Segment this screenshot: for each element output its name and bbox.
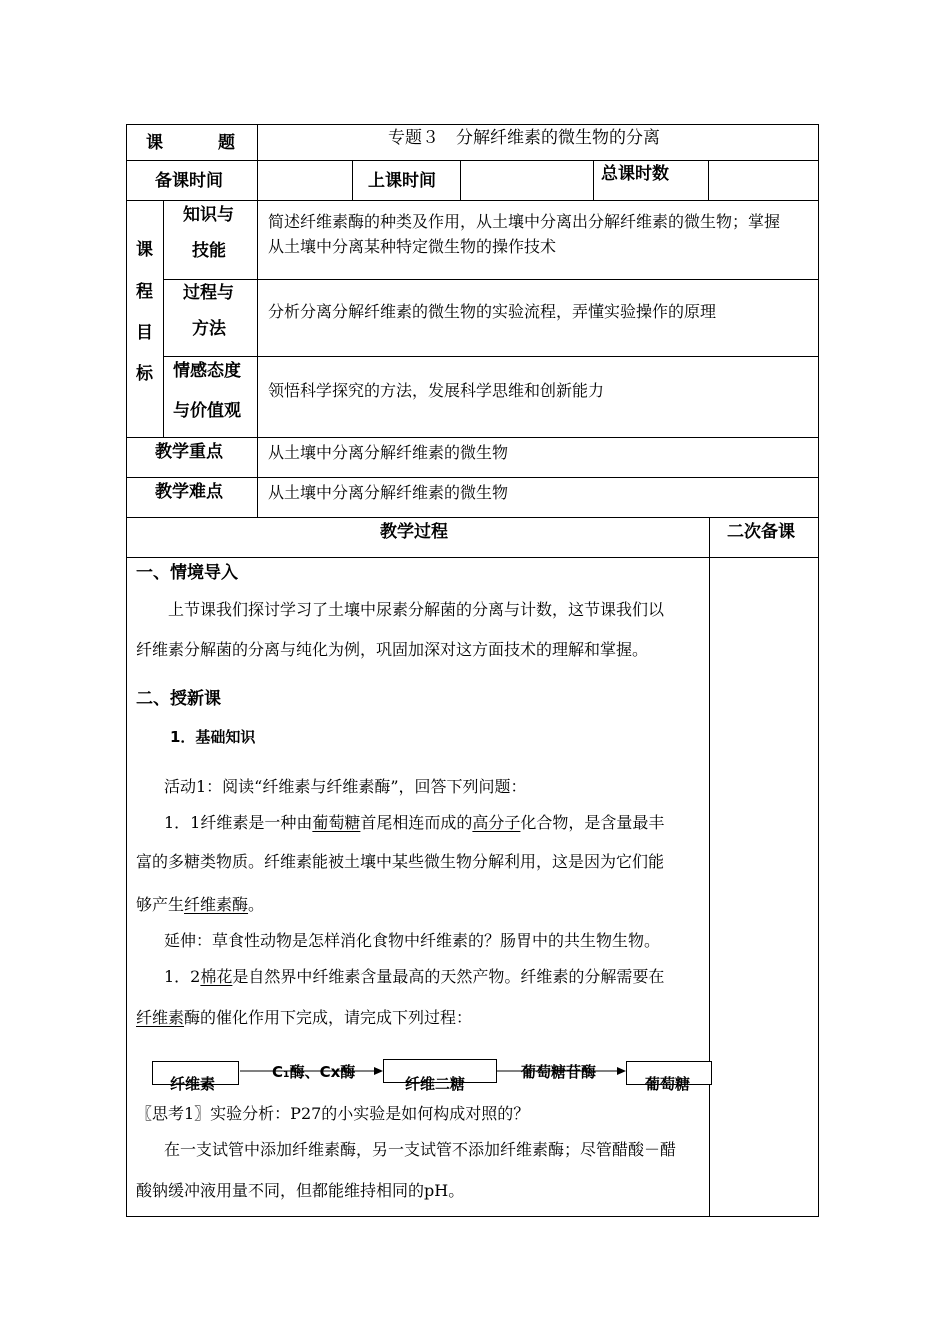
key-point-value: 从土壤中分离分解纤维素的微生物 <box>268 443 509 462</box>
table-border-bottom <box>126 1216 819 1217</box>
col-divider <box>709 517 710 1217</box>
objectives-group-label-char: 程 <box>136 282 153 302</box>
paragraph-1-1-line <box>136 895 264 915</box>
row-divider <box>126 557 819 558</box>
key-point-label: 教学重点 <box>155 442 223 462</box>
process-header: 教学过程 <box>380 522 448 542</box>
text-span: 首尾相连而成的 <box>360 813 473 832</box>
flow-arrow-label: 葡萄糖苷酶 <box>521 1063 597 1081</box>
row-divider <box>163 279 819 280</box>
filled-blank: 纤维素 <box>136 1008 185 1027</box>
row-divider <box>163 356 819 357</box>
class-time-label: 上课时间 <box>368 171 436 191</box>
col-divider <box>593 160 594 201</box>
text-span: 酶的催化作用下完成，请完成下列过程： <box>184 1008 473 1027</box>
text-span: 化合物，是含量最丰 <box>520 813 665 832</box>
think-question: 〖思考1〗实验分析：P27的小实验是如何构成对照的？ <box>136 1104 530 1123</box>
filled-blank: 纤维素酶 <box>184 895 249 914</box>
objective-text-attitude: 领悟科学探究的方法，发展科学思维和创新能力 <box>268 381 605 400</box>
objective-text-process: 分析分离分解纤维素的微生物的实验流程，弄懂实验操作的原理 <box>268 302 717 321</box>
text-span: 。 <box>248 895 265 914</box>
section-title-intro: 一、情境导入 <box>136 563 238 583</box>
objective-text-knowledge: 简述纤维素酶的种类及作用，从土壤中分离出分解纤维素的微生物；掌握 <box>268 212 781 231</box>
paragraph-1-1-line: 富的多糖类物质。纤维素能被土壤中某些微生物分解利用，这是因为它们能 <box>136 852 665 871</box>
objectives-group-label-char: 目 <box>136 323 153 343</box>
objective-label-process: 方法 <box>192 319 226 339</box>
topic-label-part2: 题 <box>218 133 235 153</box>
flow-box-label: 纤维素 <box>170 1075 216 1093</box>
intro-paragraph-line: 上节课我们探讨学习了土壤中尿素分解菌的分离与计数，这节课我们以 <box>168 600 665 619</box>
objective-label-attitude: 与价值观 <box>173 401 241 421</box>
topic-label-part1: 课 <box>146 133 163 153</box>
extension-note: 延伸：草食性动物是怎样消化食物中纤维素的？肠胃中的共生物生物。 <box>164 931 661 950</box>
table-border-right <box>818 124 819 1217</box>
topic-value: 专题３ 分解纤维素的微生物的分离 <box>388 128 660 148</box>
objectives-group-label-char: 课 <box>136 240 153 260</box>
col-divider <box>460 160 461 201</box>
objective-label-knowledge: 技能 <box>192 241 226 261</box>
table-border-top <box>126 124 819 125</box>
flow-box-label: 纤维二糖 <box>405 1075 466 1093</box>
filled-blank: 葡萄糖 <box>312 813 361 832</box>
paragraph-1-2-line <box>136 1008 472 1028</box>
col-divider <box>163 200 164 438</box>
text-span: 1．1纤维素是一种由 <box>164 813 313 832</box>
total-hours-label: 总课时数 <box>601 164 669 184</box>
col-divider <box>352 160 353 201</box>
objective-label-attitude: 情感态度 <box>173 361 241 381</box>
filled-blank: 高分子 <box>472 813 521 832</box>
text-span: 是自然界中纤维素含量最高的天然产物。纤维素的分解需要在 <box>232 967 665 986</box>
text-span: 够产生 <box>136 895 185 914</box>
subsection-title-basics: 1．基础知识 <box>170 728 256 746</box>
col-divider <box>257 124 258 518</box>
flow-box-label: 葡萄糖 <box>645 1075 691 1093</box>
row-divider <box>126 160 819 161</box>
row-divider <box>126 477 819 478</box>
answer-line: 酸钠缓冲液用量不同，但都能维持相同的pH。 <box>136 1181 465 1200</box>
row-divider <box>126 517 819 518</box>
answer-line: 在一支试管中添加纤维素酶，另一支试管不添加纤维素酶；尽管醋酸－醋 <box>164 1140 677 1159</box>
paragraph-1-1-line <box>164 813 664 833</box>
table-border-left <box>126 124 127 1217</box>
second-prep-header: 二次备课 <box>727 522 795 542</box>
intro-paragraph-line: 纤维素分解菌的分离与纯化为例，巩固加深对这方面技术的理解和掌握。 <box>136 640 649 659</box>
objective-label-process: 过程与 <box>183 283 234 303</box>
objectives-group-label-char: 标 <box>136 364 153 384</box>
filled-blank: 棉花 <box>200 967 233 986</box>
flow-arrow-label: C₁酶、Cx酶 <box>272 1063 356 1081</box>
objective-text-knowledge: 从土壤中分离某种特定微生物的操作技术 <box>268 237 557 256</box>
text-span: 1．2 <box>164 967 201 986</box>
row-divider <box>126 437 819 438</box>
col-divider <box>708 160 709 201</box>
objective-label-knowledge: 知识与 <box>183 205 234 225</box>
paragraph-1-2-line <box>164 967 664 987</box>
prep-time-label: 备课时间 <box>155 171 223 191</box>
row-divider <box>126 200 819 201</box>
difficulty-value: 从土壤中分离分解纤维素的微生物 <box>268 483 509 502</box>
activity-prompt: 活动1：阅读“纤维素与纤维素酶”，回答下列问题： <box>164 777 527 796</box>
difficulty-label: 教学难点 <box>155 482 223 502</box>
section-title-new-lesson: 二、授新课 <box>136 689 221 709</box>
